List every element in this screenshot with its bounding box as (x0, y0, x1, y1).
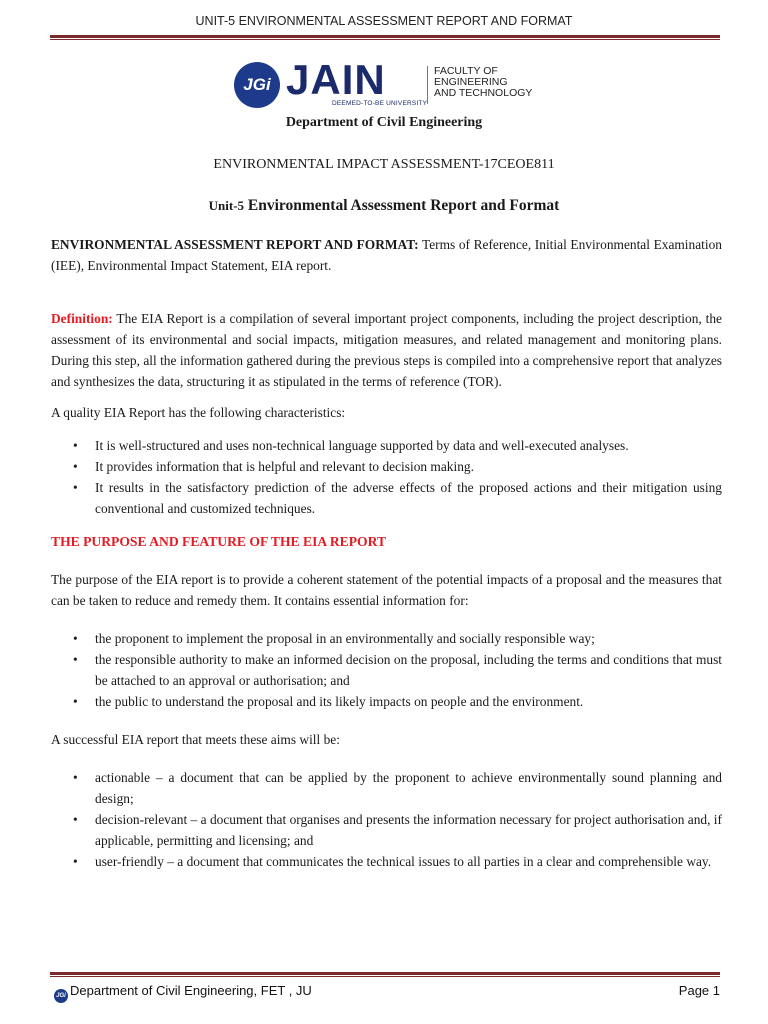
unit-prefix: Unit-5 (208, 198, 245, 213)
list-item: • decision-relevant – a document that organises and presents the information necessary for project authorisation and, if applicable, permitting and licensing; and (51, 809, 722, 851)
success-list (51, 767, 722, 872)
bullet-icon: • (73, 459, 78, 474)
list-item: • It results in the satisfactory prediction of the adverse effects of the proposed actions and their mitigation using conventional and customized techniques. (51, 477, 722, 519)
quality-intro: A quality EIA Report has the following characteristics: (51, 405, 346, 420)
bullet-icon: • (73, 694, 78, 709)
footer-department (54, 983, 312, 1003)
page-number: Page 1 (678, 983, 720, 998)
footer-department-text: Department of Civil Engineering, FET , JU (70, 983, 312, 998)
faculty-line-3: AND TECHNOLOGY (434, 87, 533, 99)
bullet-icon: • (73, 812, 78, 827)
definition-text: The EIA Report is a compilation of several important project components, including the project description, the assessment of its environmental and social impacts, mitigation measures, and related management and monitoring plans. During this step, all the information gathered during the previous steps is compiled into a comprehensive report that analyzes and synthesizes the data, structuring it as stipulated in the terms of reference (TOR). (51, 311, 722, 389)
faculty-line-1: FACULTY OF (434, 65, 498, 77)
bullet-icon: • (73, 631, 78, 646)
list-item: • the proponent to implement the proposal in an environmentally and socially responsible way; (51, 628, 722, 649)
list-item: • the public to understand the proposal and its likely impacts on people and the environment. (51, 691, 722, 712)
list-item: • actionable – a document that can be applied by the proponent to achieve environmentally sound planning and design; (51, 767, 722, 809)
intro-paragraph (51, 234, 722, 276)
unit-title (0, 197, 768, 215)
success-intro: A successful EIA report that meets these aims will be: (51, 732, 340, 747)
bullet-icon: • (73, 854, 78, 869)
header-rule (50, 35, 720, 38)
list-item: • It is well-structured and uses non-technical language supported by data and well-executed analyses. (51, 435, 722, 456)
footer-rule-thin (50, 976, 720, 977)
unit-heading: Environmental Assessment Report and Format (247, 197, 560, 214)
purpose-paragraph: The purpose of the EIA report is to provide a coherent statement of the potential impacts of a proposal and the measures that can be taken to reduce and remedy them. It contains essential information for: (51, 572, 722, 608)
quality-list (51, 435, 722, 519)
document-body (51, 234, 722, 872)
jgi-logo-icon: JGi (234, 62, 280, 108)
bullet-icon: • (73, 652, 78, 667)
university-logo (234, 56, 554, 108)
header-rule-thin (50, 39, 720, 40)
intro-label: ENVIRONMENTAL ASSESSMENT REPORT AND FORMAT: (51, 237, 419, 252)
intro-text: Terms of Reference, Initial Environmental Examination (IEE), Environmental Impact Statement, EIA report. (51, 237, 722, 273)
list-item: • It provides information that is helpful and relevant to decision making. (51, 456, 722, 477)
jgi-footer-icon: JGi (54, 989, 68, 1003)
running-header: UNIT-5 ENVIRONMENTAL ASSESSMENT REPORT AND FORMAT (195, 14, 573, 28)
bullet-icon: • (73, 770, 78, 785)
department-title: Department of Civil Engineering (285, 115, 483, 130)
definition-label: Definition: (51, 311, 113, 326)
jain-wordmark: JAIN (286, 56, 386, 103)
footer-rule (50, 972, 720, 975)
section-heading: THE PURPOSE AND FEATURE OF THE EIA REPORT (51, 534, 387, 549)
course-title: ENVIRONMENTAL IMPACT ASSESSMENT-17CEOE811 (213, 157, 555, 172)
definition-paragraph (51, 308, 722, 392)
purpose-list (51, 628, 722, 712)
faculty-label (434, 66, 532, 99)
faculty-line-2: ENGINEERING (434, 76, 508, 88)
logo-divider (427, 66, 428, 104)
list-item: • the responsible authority to make an informed decision on the proposal, including the terms and conditions that must be attached to an approval or authorisation; and (51, 649, 722, 691)
deemed-university-label: DEEMED-TO-BE UNIVERSITY (332, 100, 428, 107)
bullet-icon: • (73, 438, 78, 453)
bullet-icon: • (73, 480, 78, 495)
list-item: • user-friendly – a document that communicates the technical issues to all parties in a clear and comprehensible way. (51, 851, 722, 872)
